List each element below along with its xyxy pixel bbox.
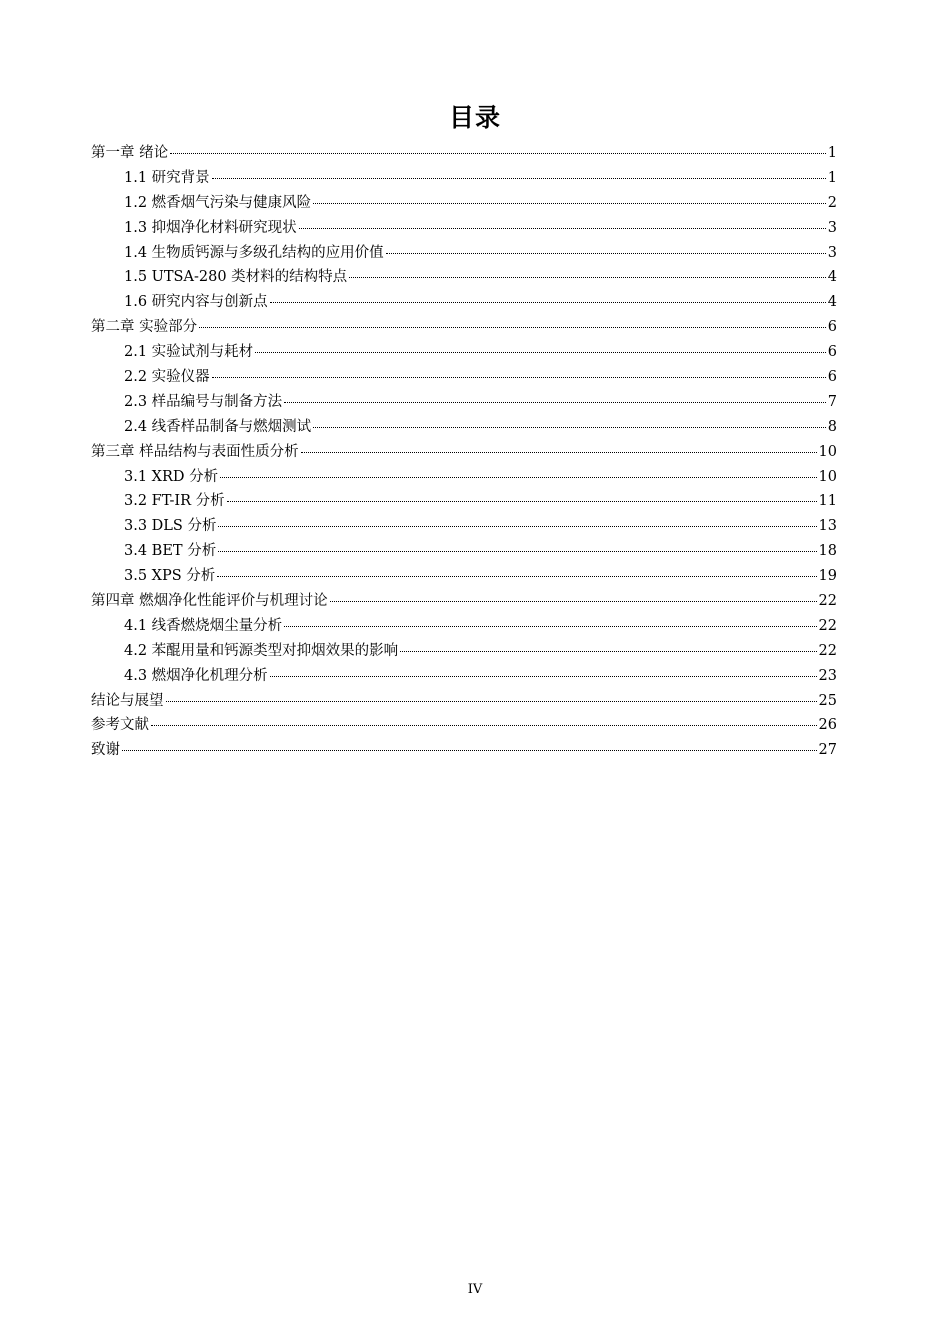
toc-entry[interactable] — [91, 589, 837, 614]
toc-entry-page: 6 — [827, 319, 837, 336]
toc-leader-dots — [170, 153, 826, 154]
toc-entry-label: 1.1 研究背景 — [124, 169, 210, 186]
toc-entry-page: 10 — [818, 468, 837, 485]
toc-entry[interactable] — [91, 664, 837, 689]
toc-leader-dots — [313, 203, 826, 204]
toc-entry-label: 第一章 绪论 — [91, 145, 169, 161]
toc-entry[interactable] — [91, 166, 837, 191]
toc-leader-dots — [270, 302, 826, 303]
toc-entry[interactable] — [91, 738, 837, 763]
toc-entry-label: 3.3 DLS 分析 — [124, 518, 217, 535]
toc-entry[interactable] — [91, 415, 837, 440]
toc-leader-dots — [212, 377, 826, 378]
toc-leader-dots — [299, 228, 826, 229]
toc-entry-label: 3.1 XRD 分析 — [124, 468, 219, 485]
toc-leader-dots — [284, 402, 826, 403]
toc-entry-label: 1.5 UTSA-280 类材料的结构特点 — [124, 269, 348, 286]
toc-leader-dots — [284, 626, 816, 627]
toc-entry-page: 3 — [827, 244, 837, 261]
toc-entry-label: 第四章 燃烟净化性能评价与机理讨论 — [91, 593, 328, 610]
toc-list — [91, 141, 837, 763]
toc-entry-page: 4 — [827, 294, 837, 311]
toc-entry-label: 2.3 样品编号与制备方法 — [124, 393, 283, 410]
toc-entry[interactable] — [91, 514, 837, 539]
toc-leader-dots — [313, 427, 826, 428]
toc-entry-label: 3.2 FT-IR 分析 — [124, 493, 225, 510]
toc-entry-label: 1.4 生物质钙源与多级孔结构的应用价值 — [124, 244, 384, 261]
toc-leader-dots — [386, 253, 826, 254]
toc-entry[interactable] — [91, 440, 837, 465]
toc-leader-dots — [301, 452, 817, 453]
toc-leader-dots — [227, 501, 817, 502]
toc-entry-label: 3.5 XPS 分析 — [124, 568, 216, 585]
toc-entry-label: 1.2 燃香烟气污染与健康风险 — [124, 194, 312, 211]
toc-entry-page: 22 — [818, 642, 837, 659]
toc-entry-label: 第二章 实验部分 — [91, 319, 198, 336]
toc-entry-page: 19 — [818, 568, 837, 585]
toc-entry-page: 2 — [827, 194, 837, 211]
toc-leader-dots — [270, 676, 817, 677]
toc-leader-dots — [199, 327, 826, 328]
toc-entry[interactable] — [91, 141, 837, 166]
toc-entry-label: 参考文献 — [91, 717, 149, 734]
toc-leader-dots — [218, 526, 816, 527]
toc-leader-dots — [151, 725, 817, 726]
toc-entry-page: 23 — [818, 667, 837, 684]
toc-entry-label: 4.2 苯醌用量和钙源类型对抑烟效果的影响 — [124, 642, 399, 659]
toc-entry[interactable] — [91, 365, 837, 390]
toc-leader-dots — [212, 178, 826, 179]
toc-entry[interactable] — [91, 241, 837, 266]
toc-title: 目录 — [448, 103, 501, 132]
toc-entry-label: 1.3 抑烟净化材料研究现状 — [124, 219, 297, 236]
toc-entry-label: 3.4 BET 分析 — [124, 543, 217, 560]
toc-entry-page: 8 — [827, 418, 837, 435]
toc-leader-dots — [218, 551, 816, 552]
toc-entry[interactable] — [91, 315, 837, 340]
toc-entry-page: 1 — [827, 169, 837, 186]
toc-entry-page: 18 — [818, 543, 837, 560]
toc-entry[interactable] — [91, 216, 837, 241]
toc-entry[interactable] — [91, 465, 837, 490]
toc-entry-label: 第三章 样品结构与表面性质分析 — [91, 443, 299, 460]
toc-entry-page: 1 — [827, 145, 837, 161]
toc-entry[interactable] — [91, 390, 837, 415]
toc-entry[interactable] — [91, 191, 837, 216]
toc-entry-label: 1.6 研究内容与创新点 — [124, 294, 268, 311]
toc-entry[interactable] — [91, 265, 837, 290]
toc-entry-page: 13 — [818, 518, 837, 535]
toc-entry[interactable] — [91, 539, 837, 564]
toc-leader-dots — [330, 601, 817, 602]
toc-entry-label: 2.1 实验试剂与耗材 — [124, 344, 254, 361]
toc-entry-page: 6 — [827, 369, 837, 386]
toc-entry[interactable] — [91, 564, 837, 589]
toc-leader-dots — [400, 651, 816, 652]
toc-entry[interactable] — [91, 489, 837, 514]
toc-entry-label: 致谢 — [91, 742, 120, 759]
toc-entry-page: 7 — [827, 393, 837, 410]
toc-entry-page: 26 — [818, 717, 837, 734]
toc-entry-page: 27 — [818, 742, 837, 759]
toc-entry[interactable] — [91, 340, 837, 365]
toc-entry-page: 3 — [827, 219, 837, 236]
toc-entry-label: 4.3 燃烟净化机理分析 — [124, 667, 268, 684]
toc-entry-page: 6 — [827, 344, 837, 361]
toc-entry-label: 4.1 线香燃烧烟尘量分析 — [124, 617, 283, 634]
page-number: IV — [467, 1282, 483, 1297]
toc-entry[interactable] — [91, 689, 837, 714]
toc-entry[interactable] — [91, 639, 837, 664]
toc-leader-dots — [122, 750, 817, 751]
toc-entry-label: 2.4 线香样品制备与燃烟测试 — [124, 418, 312, 435]
toc-leader-dots — [166, 701, 817, 702]
toc-entry-page: 4 — [827, 269, 837, 286]
toc-entry-label: 2.2 实验仪器 — [124, 369, 210, 386]
toc-entry-page: 11 — [818, 493, 837, 510]
toc-entry[interactable] — [91, 614, 837, 639]
toc-leader-dots — [220, 477, 816, 478]
toc-leader-dots — [349, 277, 826, 278]
toc-entry-label: 结论与展望 — [91, 692, 164, 709]
toc-leader-dots — [255, 352, 826, 353]
toc-entry[interactable] — [91, 290, 837, 315]
toc-entry-page: 22 — [818, 617, 837, 634]
toc-entry-page: 25 — [818, 692, 837, 709]
toc-entry[interactable] — [91, 713, 837, 738]
toc-entry-page: 10 — [818, 443, 837, 460]
toc-entry-page: 22 — [818, 593, 837, 610]
toc-leader-dots — [217, 576, 816, 577]
